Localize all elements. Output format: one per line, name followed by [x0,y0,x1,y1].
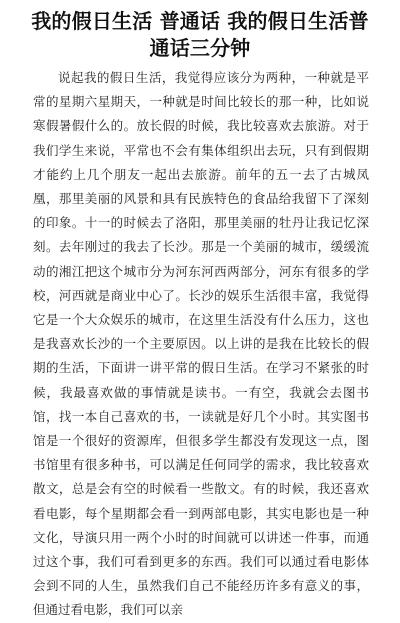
document-title: 我的假日生活 普通话 我的假日生活普通话三分钟 [31,9,369,60]
document-body-paragraph: 说起我的假日生活，我觉得应该分为两种，一种就是平常的星期六星期天，一种就是时间比较长的那一种，比如说寒假暑假什么的。放长假的时候，我比较喜欢去旅游。对于我们学生来说，平常也不会有集体组织出去玩，只有到假期才能约上几个朋友一起出去旅游。前年的五一去了古城凤凰，那里美丽的风景和具有民族特色的食品给我留下了深刻的印象。十一的时候去了洛阳，那里美丽的牡丹让我记忆深刻。去年刚过的我去了长沙。那是一个美丽的城市，缓缓流动的湘江把这个城市分为河东河西两部分，河东有很多的学校，河西就是商业中心了。长沙的娱乐生活很丰富，我觉得它是一个大众娱乐的城市，在这里生活没有什么压力，这也是我喜欢长沙的一个主要原因。以上讲的是我在比较长的假期的生活，下面讲一讲平常的假日生活。在学习不紧张的时候，我最喜欢做的事情就是读书。一有空，我就会去图书馆，找一本自己喜欢的书，一读就是好几个小时。其实图书馆是一个很好的资源库，但很多学生都没有发现这一点，图书馆里有很多种书，可以满足任何同学的需求，我比较喜欢散文，总是会有空的时候看一些散文。有的时候，我还喜欢看电影，每个星期都会看一到两部电影，其实电影也是一种文化，导演只用一两个小时的时间就可以讲述一件事，而通过这个事，我们可看到更多的东西。我们可以通过看电影体会到不同的人生，虽然我们自己不能经历许多有意义的事，但通过看电影，我们可以亲 [33,70,369,618]
